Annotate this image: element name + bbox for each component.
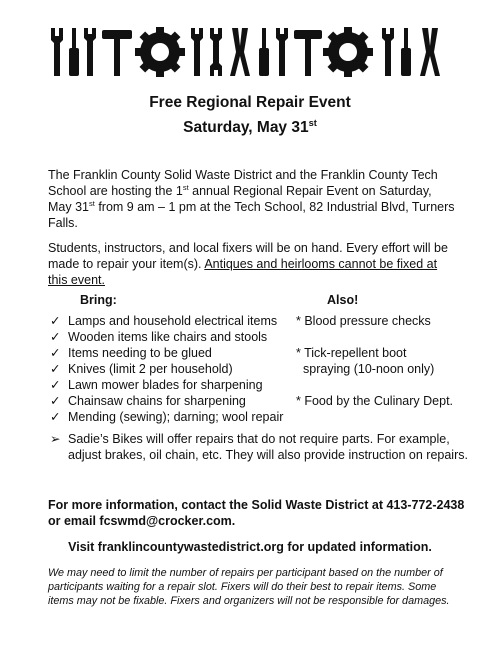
pliers-icon xyxy=(420,28,440,76)
list-item: ✓ Wooden items like chairs and stools xyxy=(50,330,268,344)
wrench-icon xyxy=(210,28,222,76)
arrow-bullet-icon: ➢ xyxy=(50,432,61,446)
checkmark-icon: ✓ xyxy=(50,378,61,392)
list-item: spraying (10-noon only) xyxy=(303,362,435,376)
checkmark-icon: ✓ xyxy=(50,394,61,408)
bring-list xyxy=(50,313,283,425)
list-item xyxy=(296,377,466,393)
fixers-paragraph: Students, instructors, and local fixers will be on hand. Every effort will be made to repair your item(s). Antiques and heirlooms cannot be fixed at this event. xyxy=(48,241,448,287)
antiques-notice: Antiques and heirlooms cannot be fixed at this event. xyxy=(48,257,438,287)
wrench-icon xyxy=(51,28,63,76)
intro-paragraph: The Franklin County Solid Waste District and the Franklin County Tech School are hosting the 1st annual Regional Repair Event on Saturday, May 31st from 9 am – 1 pm at the Tech School, 82 Industrial Blvd, Turners Falls. xyxy=(48,168,455,230)
checkmark-icon: ✓ xyxy=(50,410,61,424)
event-title: Free Regional Repair Event xyxy=(149,94,351,111)
checkmark-icon: ✓ xyxy=(50,314,61,328)
list-item: ✓ Items needing to be glued xyxy=(50,346,212,360)
screwdriver-icon xyxy=(69,28,79,76)
list-item xyxy=(296,329,466,345)
website-notice: Visit franklincountywastedistrict.org for updated information. xyxy=(68,540,432,554)
tool-icons-graphic xyxy=(48,26,452,78)
list-item: ✓ Chainsaw chains for sharpening xyxy=(50,394,246,408)
also-list xyxy=(296,313,466,409)
contact-info: For more information, contact the Solid Waste District at 413-772-2438 or email fcswmd@crocker.com. xyxy=(48,498,465,528)
hammer-icon xyxy=(102,30,132,76)
bring-heading: Bring: xyxy=(80,293,117,307)
disclaimer: We may need to limit the number of repairs per participant based on the number of participants waiting for a repair slot. Fixers will do their best to repair items. Some items may not be fixable. Fixers and organizers will not be responsible for damages. xyxy=(48,567,450,607)
hammer-icon xyxy=(294,30,322,76)
wrench-icon xyxy=(382,28,394,76)
event-date: Saturday, May 31st xyxy=(183,117,317,136)
list-item: * Blood pressure checks xyxy=(296,314,431,328)
pliers-icon xyxy=(230,28,250,76)
screwdriver-icon xyxy=(401,28,411,76)
list-item: ✓ Lawn mower blades for sharpening xyxy=(50,378,263,392)
screwdriver-icon xyxy=(259,28,269,76)
tool-icons-banner xyxy=(48,26,452,78)
list-item: * Tick-repellent boot xyxy=(296,346,407,360)
wrench-icon xyxy=(191,28,203,76)
wrench-icon xyxy=(276,28,288,76)
list-item: * Food by the Culinary Dept. xyxy=(296,394,454,408)
checkmark-icon: ✓ xyxy=(50,362,61,376)
checkmark-icon: ✓ xyxy=(50,330,61,344)
list-item: ✓ Mending (sewing); darning; wool repair xyxy=(50,410,284,424)
wrench-icon xyxy=(84,28,96,76)
list-item: ✓ Knives (limit 2 per household) xyxy=(50,362,233,376)
also-heading: Also! xyxy=(327,293,359,307)
list-item: ✓ Lamps and household electrical items xyxy=(50,314,278,328)
checkmark-icon: ✓ xyxy=(50,346,61,360)
gear-icon xyxy=(323,27,373,77)
gear-icon xyxy=(135,27,185,77)
bikes-paragraph: ➢ Sadie’s Bikes will offer repairs that do not require parts. For example, adjust brakes, oil chain, etc. They will also provide instruction on repairs. xyxy=(50,432,468,462)
